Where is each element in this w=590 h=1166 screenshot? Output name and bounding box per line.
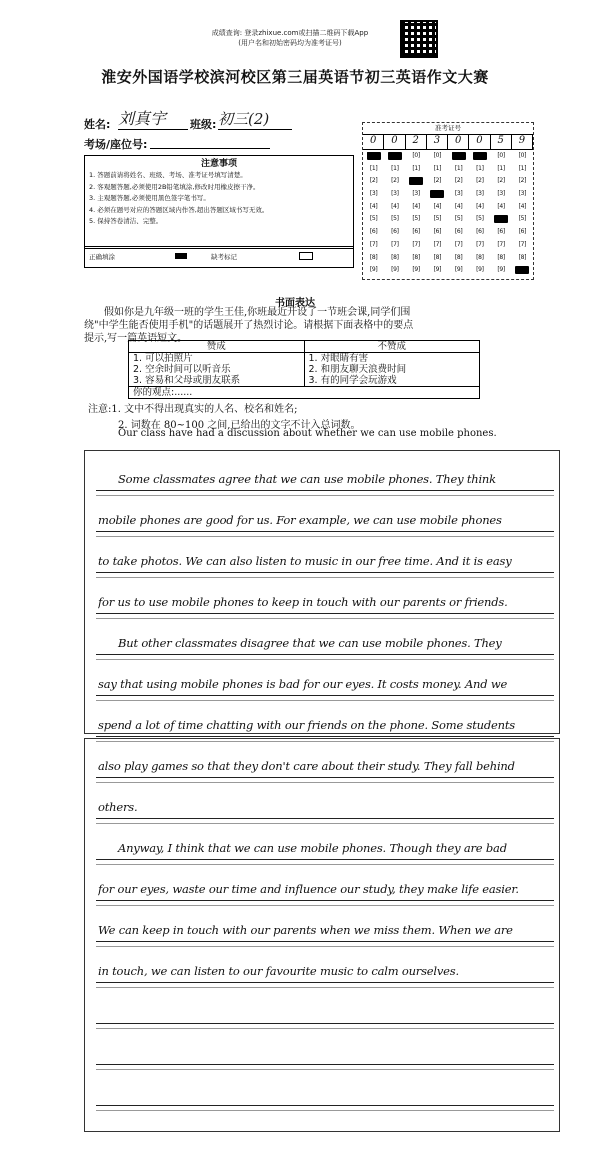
writing-line <box>96 531 554 532</box>
bubble[interactable]: [6] <box>454 228 463 236</box>
page-title: 淮安外国语学校滨河校区第三届英语节初三英语作文大赛 <box>101 68 489 86</box>
writing-line <box>96 1064 554 1065</box>
bubble[interactable]: [5] <box>369 215 378 223</box>
writing-guide-line <box>96 1110 554 1111</box>
bubble-filled[interactable]: [3] <box>430 190 444 198</box>
bubble[interactable]: [7] <box>433 240 442 248</box>
agree-item: 2. 空余时间可以听音乐 <box>133 364 231 375</box>
bubble[interactable]: [3] <box>497 190 505 198</box>
bubble[interactable]: [9] <box>412 266 420 274</box>
bubble-filled[interactable]: [0] <box>473 152 487 160</box>
bubble[interactable]: [8] <box>476 253 484 261</box>
fill-example-row <box>84 246 354 268</box>
bubble[interactable]: [8] <box>369 253 378 261</box>
writing-guide-line <box>96 864 554 865</box>
bubble[interactable]: [7] <box>412 240 420 248</box>
prompt-notes <box>88 404 558 416</box>
essay-line: for our eyes, waste our time and influence our study, they make life easier. <box>98 882 519 896</box>
bubble-column <box>363 150 384 277</box>
bubble[interactable]: [7] <box>497 240 505 248</box>
bubble[interactable]: [9] <box>476 266 484 274</box>
prompt-line-2: 绕"中学生能否使用手机"的话题展开了热烈讨论。请根据下面表格中的要点 <box>84 320 414 331</box>
writing-guide-line <box>96 987 554 988</box>
bubble[interactable]: [2] <box>476 177 484 185</box>
room-label: 考场/座位号: <box>84 138 148 151</box>
bubble[interactable]: [1] <box>391 164 399 172</box>
prompt-heading: 书面表达 <box>275 298 315 309</box>
absent-mark-checkbox[interactable] <box>299 252 313 260</box>
writing-guide-line <box>96 536 554 537</box>
bubble[interactable]: [1] <box>454 164 463 172</box>
query-note-line-2: (用户名和初始密码均为准考证号) <box>238 39 342 47</box>
essay-line: Anyway, I think that we can use mobile phones. Though they are bad <box>118 841 507 855</box>
bubble[interactable]: [8] <box>391 253 399 261</box>
writing-guide-line <box>96 618 554 619</box>
exam-number-label: 准考证号 <box>363 123 533 135</box>
class-label: 班级: <box>190 118 217 131</box>
absent-mark-label: 缺考标记 <box>211 253 237 261</box>
exam-digit: 3 <box>427 135 448 149</box>
bubble-filled[interactable]: [0] <box>367 152 381 160</box>
bubble-column <box>448 150 469 277</box>
bubble-column <box>406 150 427 277</box>
essay-line: We can keep in touch with our parents when we miss them. When we are <box>98 923 513 937</box>
bubble-filled[interactable]: [9] <box>515 266 529 274</box>
writing-guide-line <box>96 700 554 701</box>
essay-line: in touch, we can listen to our favourite music to calm ourselves. <box>98 964 459 978</box>
bubble[interactable]: [8] <box>454 253 463 261</box>
bubble[interactable]: [9] <box>497 266 505 274</box>
writing-guide-line <box>96 946 554 947</box>
writing-line <box>96 941 554 942</box>
writing-line <box>96 982 554 983</box>
bubble[interactable]: [7] <box>518 240 527 248</box>
qr-code <box>400 20 438 58</box>
bubble-column <box>384 150 405 277</box>
bubble[interactable]: [3] <box>518 190 527 198</box>
writing-line <box>96 1023 554 1024</box>
bubble-column <box>491 150 512 277</box>
notice-title: 注意事项 <box>200 159 237 169</box>
essay-line: mobile phones are good for us. For example, we can use mobile phones <box>98 513 502 527</box>
bubble-filled[interactable]: [0] <box>452 152 466 160</box>
exam-number-bubbles <box>363 150 533 277</box>
bubble[interactable]: [3] <box>391 190 399 198</box>
writing-line <box>96 859 554 860</box>
bubble-filled[interactable]: [0] <box>388 152 402 160</box>
bubble-column <box>469 150 490 277</box>
exam-digit: 0 <box>469 135 490 149</box>
bubble[interactable]: [6] <box>518 228 527 236</box>
agree-item: 3. 容易和父母或朋友联系 <box>133 375 241 386</box>
bubble[interactable]: [1] <box>518 164 527 172</box>
bubble[interactable]: [2] <box>497 177 505 185</box>
writing-line <box>96 490 554 491</box>
query-note <box>190 28 390 48</box>
bubble[interactable]: [4] <box>476 202 484 210</box>
essay-line: others. <box>98 800 138 814</box>
bubble-filled[interactable]: [2] <box>409 177 423 185</box>
essay-line: for us to use mobile phones to keep in touch with our parents or friends. <box>98 595 508 609</box>
bubble[interactable]: [7] <box>454 240 463 248</box>
answer-area-1[interactable] <box>84 450 560 734</box>
exam-number-digits <box>363 135 533 150</box>
exam-digit: 9 <box>512 135 533 149</box>
writing-line <box>96 777 554 778</box>
disagree-item: 1. 对眼睛有害 <box>308 353 369 364</box>
bubble[interactable]: [2] <box>369 177 378 185</box>
notice-item: 3. 主观题答题,必须使用黑色签字笔书写。 <box>89 194 210 203</box>
bubble[interactable]: [2] <box>518 177 527 185</box>
bubble[interactable]: [6] <box>412 228 420 236</box>
disagree-header: 不赞成 <box>304 341 480 353</box>
bubble[interactable]: [7] <box>476 240 484 248</box>
bubble[interactable]: [8] <box>412 253 420 261</box>
essay-line: to take photos. We can also listen to music in our free time. And it is easy <box>98 554 512 568</box>
bubble[interactable]: [8] <box>433 253 442 261</box>
bubble[interactable]: [2] <box>391 177 399 185</box>
writing-line <box>96 900 554 901</box>
writing-guide-line <box>96 577 554 578</box>
bubble[interactable]: [4] <box>412 202 420 210</box>
agree-item: 1. 可以拍照片 <box>133 353 193 364</box>
points-table <box>128 340 480 399</box>
bubble[interactable]: [7] <box>369 240 378 248</box>
bubble[interactable]: [0] <box>433 152 442 159</box>
bubble[interactable]: [9] <box>454 266 463 274</box>
bubble[interactable]: [6] <box>433 228 442 236</box>
note-2: 2. 词数在 80~100 之间,已给出的文字不计入总词数。 <box>118 420 361 431</box>
writing-line <box>96 818 554 819</box>
filled-mark-example <box>175 253 187 259</box>
agree-header: 赞成 <box>129 341 305 353</box>
query-note-line-1: 成绩查询: 登录zhixue.com或扫描二维码下载App <box>211 29 369 37</box>
writing-line <box>96 736 554 737</box>
bubble[interactable]: [0] <box>518 152 527 159</box>
class-value[interactable]: 初三(2) <box>218 108 292 130</box>
opinion-cell: 你的观点:...... <box>129 387 480 399</box>
note-1: 注意:1. 文中不得出现真实的人名、校名和姓名; <box>88 404 298 415</box>
bubble-column <box>427 150 448 277</box>
notice-item: 5. 保持答卷清洁、完整。 <box>89 217 163 226</box>
writing-line <box>96 613 554 614</box>
bubble[interactable]: [4] <box>369 202 378 210</box>
writing-guide-line <box>96 741 554 742</box>
bubble-column <box>512 150 533 277</box>
bubble[interactable]: [9] <box>433 266 442 274</box>
bubble[interactable]: [1] <box>412 164 420 172</box>
bubble[interactable]: [5] <box>433 215 442 223</box>
writing-line <box>96 1105 554 1106</box>
bubble[interactable]: [6] <box>369 228 378 236</box>
bubble[interactable]: [9] <box>369 266 378 274</box>
bubble[interactable]: [0] <box>412 152 420 159</box>
exam-digit: 0 <box>363 135 384 149</box>
writing-guide-line <box>96 905 554 906</box>
given-sentence: Our class have had a discussion about whether we can use mobile phones. <box>118 428 497 439</box>
essay-line: say that using mobile phones is bad for our eyes. It costs money. And we <box>98 677 508 691</box>
bubble[interactable]: [8] <box>497 253 505 261</box>
essay-line: spend a lot of time chatting with our friends on the phone. Some students <box>98 718 515 732</box>
bubble[interactable]: [3] <box>412 190 420 198</box>
correct-fill-label: 正确填涂 <box>89 253 115 261</box>
room-field[interactable] <box>150 148 270 149</box>
prompt-line-1: 假如你是九年级一班的学生王佳,你班最近开设了一节班会课,同学们围 <box>104 307 411 318</box>
writing-line <box>96 695 554 696</box>
exam-digit: 0 <box>384 135 405 149</box>
bubble[interactable]: [5] <box>391 215 399 223</box>
disagree-item: 3. 有的同学会玩游戏 <box>308 375 397 386</box>
bubble[interactable]: [1] <box>369 164 378 172</box>
bubble-filled[interactable]: [5] <box>494 215 508 223</box>
bubble[interactable]: [4] <box>391 202 399 210</box>
bubble[interactable]: [5] <box>454 215 463 223</box>
exam-digit: 5 <box>491 135 512 149</box>
notice-box <box>84 155 354 249</box>
bubble[interactable]: [6] <box>476 228 484 236</box>
bubble[interactable]: [1] <box>433 164 442 172</box>
bubble[interactable]: [3] <box>476 190 484 198</box>
name-value[interactable]: 刘真宇 <box>118 106 188 130</box>
bubble[interactable]: [3] <box>454 190 463 198</box>
bubble[interactable]: [5] <box>476 215 484 223</box>
bubble[interactable]: [6] <box>497 228 505 236</box>
bubble[interactable]: [2] <box>454 177 463 185</box>
bubble[interactable]: [5] <box>518 215 527 223</box>
bubble[interactable]: [4] <box>518 202 527 210</box>
prompt-line-3: 提示,写一篇英语短文。 <box>84 333 188 344</box>
writing-guide-line <box>96 782 554 783</box>
disagree-item: 2. 和朋友聊天浪费时间 <box>308 364 407 375</box>
bubble[interactable]: [8] <box>518 253 527 261</box>
writing-guide-line <box>96 1028 554 1029</box>
essay-line: also play games so that they don't care about their study. They fall behind <box>98 759 515 773</box>
writing-guide-line <box>96 659 554 660</box>
bubble[interactable]: [7] <box>391 240 399 248</box>
essay-line: But other classmates disagree that we can use mobile phones. They <box>118 636 502 650</box>
notice-item: 1. 答题前请将姓名、班级、考场、准考证号填写清楚。 <box>89 171 247 180</box>
bubble[interactable]: [5] <box>412 215 420 223</box>
bubble[interactable]: [0] <box>497 152 505 159</box>
bubble[interactable]: [3] <box>369 190 378 198</box>
bubble[interactable]: [9] <box>391 266 399 274</box>
notice-item: 2. 客观题答题,必须使用2B铅笔填涂,修改时用橡皮擦干净。 <box>89 182 260 191</box>
exam-digit: 0 <box>448 135 469 149</box>
writing-line <box>96 654 554 655</box>
writing-guide-line <box>96 495 554 496</box>
essay-line: Some classmates agree that we can use mobile phones. They think <box>118 472 496 486</box>
name-label: 姓名: <box>84 118 111 131</box>
bubble[interactable]: [6] <box>391 228 399 236</box>
bubble[interactable]: [1] <box>476 164 484 172</box>
bubble[interactable]: [1] <box>497 164 505 172</box>
bubble[interactable]: [2] <box>433 177 442 185</box>
exam-number-grid <box>362 122 534 280</box>
writing-guide-line <box>96 823 554 824</box>
bubble[interactable]: [4] <box>454 202 463 210</box>
bubble[interactable]: [4] <box>433 202 442 210</box>
exam-digit: 2 <box>406 135 427 149</box>
notice-item: 4. 必须在题号对应的答题区域内作答,超出答题区域书写无效。 <box>89 205 269 214</box>
writing-line <box>96 572 554 573</box>
bubble[interactable]: [4] <box>497 202 505 210</box>
writing-guide-line <box>96 1069 554 1070</box>
